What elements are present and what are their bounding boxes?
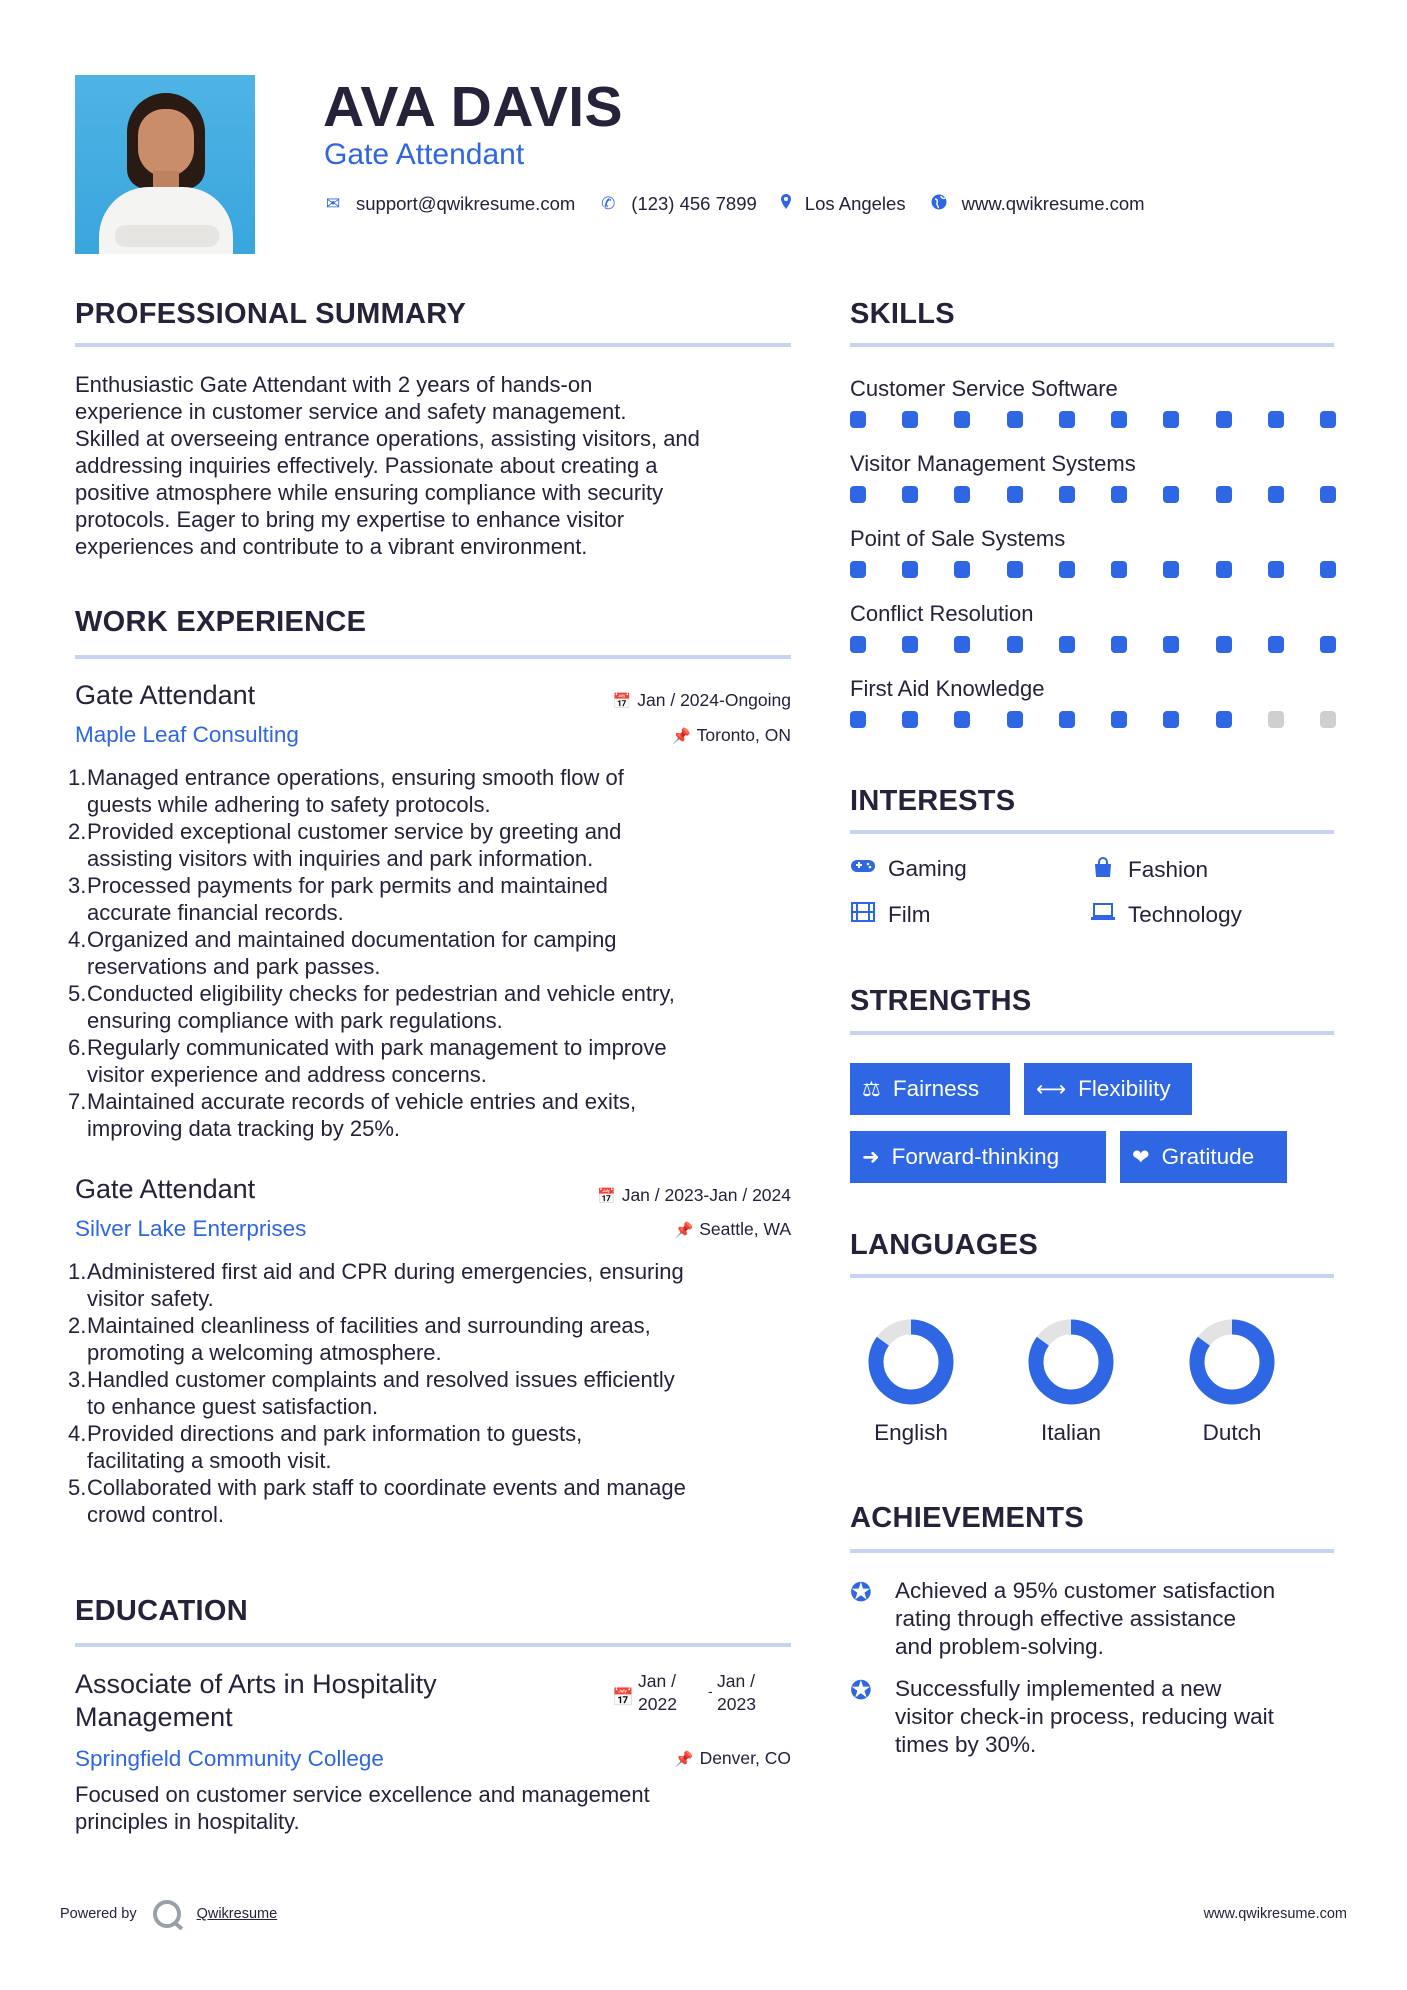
- film-icon: [850, 902, 876, 928]
- powered-by-text: Powered by: [60, 1906, 137, 1922]
- list-item: 5. Conducted eligibility checks for pedestrian and vehicle entry, ensuring compliance with park regulations.: [68, 981, 675, 1033]
- skill-rating: [850, 486, 1336, 504]
- rating-dot: [954, 636, 970, 653]
- summary-heading: PROFESSIONAL SUMMARY: [75, 298, 467, 330]
- strength-flexibility: ⟷ Flexibility: [1024, 1063, 1192, 1115]
- brand-link[interactable]: Qwikresume: [196, 1906, 278, 1922]
- list-item: 2. Provided exceptional customer service by greeting and assisting visitors with inquiries and park information.: [68, 819, 622, 871]
- rating-dot: [1268, 486, 1284, 503]
- rating-dot: [1268, 711, 1284, 728]
- list-item: 4. Provided directions and park information to guests, facilitating a smooth visit.: [68, 1421, 583, 1473]
- rating-dot: [954, 561, 970, 578]
- rating-dot: [1163, 561, 1179, 578]
- skill-rating: [850, 561, 1336, 579]
- contact-website[interactable]: [928, 193, 1145, 215]
- rating-dot: [1320, 561, 1336, 578]
- strength-fairness: ⚖ Fairness: [850, 1063, 1010, 1115]
- rating-dot: [1007, 636, 1023, 653]
- rating-dot: [1163, 411, 1179, 428]
- rating-dot: [1111, 636, 1127, 653]
- calendar-icon: 📅: [612, 1687, 634, 1707]
- contact-phone[interactable]: [597, 193, 757, 215]
- rating-dot: [1007, 711, 1023, 728]
- education-end-date: Jan / 2023: [717, 1671, 756, 1714]
- laptop-icon: [1090, 903, 1116, 927]
- phone-icon: ✆: [601, 194, 616, 213]
- skill-label: Visitor Management Systems: [850, 451, 1136, 476]
- job-company: Silver Lake Enterprises: [75, 1216, 307, 1241]
- language-item: [1172, 1318, 1292, 1446]
- achievement-item: [850, 1675, 1340, 1759]
- rating-dot: [954, 711, 970, 728]
- experience-divider: [75, 655, 791, 659]
- education-location: [675, 1748, 791, 1769]
- rating-dot: [1320, 486, 1336, 503]
- interest-label: Fashion: [1128, 857, 1209, 882]
- achievements-divider: [850, 1549, 1334, 1553]
- rating-dot: [1268, 411, 1284, 428]
- skills-divider: [850, 343, 1334, 347]
- interest-label: Gaming: [888, 856, 967, 881]
- language-item: [1011, 1318, 1131, 1446]
- interests-divider: [850, 830, 1334, 834]
- candidate-role: Gate Attendant: [324, 138, 525, 171]
- rating-dot: [1059, 711, 1075, 728]
- star-icon: ✪: [850, 1675, 872, 1705]
- language-label: Dutch: [1202, 1420, 1262, 1445]
- rating-dot: [1163, 486, 1179, 503]
- contact-bar: [322, 193, 1167, 215]
- education-description: Focused on customer service excellence and management principles in hospitality.: [75, 1782, 650, 1834]
- degree-title: Associate of Arts in Hospitality Management: [75, 1669, 437, 1732]
- job-location: [672, 725, 791, 746]
- rating-dot: [1059, 486, 1075, 503]
- interest-technology: [1090, 902, 1242, 928]
- skill-label: First Aid Knowledge: [850, 676, 1045, 701]
- interest-fashion: [1090, 856, 1208, 884]
- rating-dot: [1111, 711, 1127, 728]
- rating-dot: [1216, 411, 1232, 428]
- arrows-horizontal-icon: ⟷: [1036, 1077, 1067, 1101]
- summary-line: experience in customer service and safety management.: [75, 399, 627, 424]
- skill-rating: [850, 711, 1336, 729]
- list-item: 3. Processed payments for park permits and maintained accurate financial records.: [68, 873, 608, 925]
- education-heading: EDUCATION: [75, 1595, 248, 1627]
- qwikresume-logo: [153, 1900, 181, 1928]
- achievement-item: [850, 1577, 1340, 1661]
- rating-dot: [1007, 411, 1023, 428]
- rating-dot: [902, 636, 918, 653]
- rating-dot: [850, 411, 866, 428]
- language-item: [851, 1318, 971, 1446]
- summary-line: positive atmosphere while ensuring compliance with security: [75, 480, 664, 505]
- skill-label: Conflict Resolution: [850, 601, 1034, 626]
- website-text: www.qwikresume.com: [961, 193, 1145, 214]
- date-separator: -: [708, 1683, 713, 1699]
- rating-dot: [902, 486, 918, 503]
- strengths-heading: STRENGTHS: [850, 985, 1032, 1017]
- skill-rating: [850, 636, 1336, 654]
- map-pin-icon: [779, 194, 793, 214]
- rating-dot: [902, 561, 918, 578]
- list-item: 1. Managed entrance operations, ensuring smooth flow of guests while adhering to safety protocols.: [68, 765, 624, 817]
- summary-line: protocols. Eager to bring my expertise to enhance visitor: [75, 507, 625, 532]
- summary-divider: [75, 343, 791, 347]
- language-donut: [1188, 1318, 1276, 1406]
- languages-divider: [850, 1274, 1334, 1278]
- list-item: 6. Regularly communicated with park management to improve visitor experience and address concerns.: [68, 1035, 667, 1087]
- job-location-text: Toronto, ON: [696, 725, 791, 745]
- list-item: 3. Handled customer complaints and resolved issues efficiently to enhance guest satisfaction.: [68, 1367, 675, 1419]
- pushpin-icon: 📌: [674, 1222, 694, 1239]
- phone-text: (123) 456 7899: [631, 193, 757, 214]
- rating-dot: [850, 561, 866, 578]
- summary-text: [75, 371, 700, 560]
- job-location: [675, 1219, 791, 1240]
- job-date-text: Jan / 2024-Ongoing: [637, 690, 791, 710]
- summary-line: experiences and contribute to a vibrant environment.: [75, 534, 588, 559]
- rating-dot: [1059, 636, 1075, 653]
- contact-email[interactable]: [322, 193, 575, 215]
- calendar-icon: 📅: [597, 1188, 616, 1205]
- rating-dot: [1320, 636, 1336, 653]
- list-item: 4. Organized and maintained documentation for camping reservations and park passes.: [68, 927, 617, 979]
- interest-label: Film: [888, 902, 931, 927]
- star-icon: ✪: [850, 1577, 872, 1607]
- rating-dot: [1059, 411, 1075, 428]
- rating-dot: [954, 411, 970, 428]
- list-item: 1. Administered first aid and CPR during emergencies, ensuring visitor safety.: [68, 1259, 684, 1311]
- rating-dot: [1007, 486, 1023, 503]
- language-donut: [867, 1318, 955, 1406]
- education-divider: [75, 1643, 791, 1647]
- globe-icon: [928, 194, 950, 215]
- interest-gaming: [850, 856, 967, 882]
- rating-dot: [1216, 486, 1232, 503]
- heart-icon: ❤: [1132, 1145, 1150, 1169]
- interests-heading: INTERESTS: [850, 785, 1016, 817]
- list-item: 2. Maintained cleanliness of facilities and surrounding areas, promoting a welcoming atmosphere.: [68, 1313, 651, 1365]
- education-start-date: Jan / 2022: [638, 1671, 677, 1714]
- footer-powered: [60, 1900, 277, 1928]
- rating-dot: [902, 711, 918, 728]
- job-bullets: [68, 1258, 798, 1528]
- gamepad-icon: [850, 858, 876, 880]
- candidate-name: AVA DAVIS: [323, 75, 624, 139]
- list-item: 5. Collaborated with park staff to coordinate events and manage crowd control.: [68, 1475, 686, 1527]
- job-date-text: Jan / 2023-Jan / 2024: [621, 1185, 791, 1205]
- language-label: Italian: [1040, 1420, 1102, 1445]
- rating-dot: [902, 411, 918, 428]
- strength-gratitude: ❤ Gratitude: [1120, 1131, 1287, 1183]
- balance-scale-icon: ⚖: [862, 1077, 881, 1101]
- job-company: Maple Leaf Consulting: [75, 722, 299, 747]
- rating-dot: [954, 486, 970, 503]
- envelope-icon: ✉: [325, 194, 341, 213]
- contact-location: [779, 193, 906, 215]
- location-text: Los Angeles: [804, 193, 906, 214]
- rating-dot: [1111, 411, 1127, 428]
- pushpin-icon: 📌: [671, 728, 691, 745]
- arrow-right-icon: ➜: [862, 1145, 880, 1169]
- job-date: [613, 690, 791, 711]
- rating-dot: [1163, 636, 1179, 653]
- skill-label: Customer Service Software: [850, 376, 1118, 401]
- rating-dot: [1216, 636, 1232, 653]
- summary-line: Enthusiastic Gate Attendant with 2 years of hands-on: [75, 372, 593, 397]
- school-name: Springfield Community College: [75, 1746, 384, 1771]
- rating-dot: [850, 711, 866, 728]
- strengths-divider: [850, 1031, 1334, 1035]
- achievement-text: Achieved a 95% customer satisfaction rating through effective assistance and problem-solving.: [895, 1578, 1276, 1659]
- rating-dot: [1111, 486, 1127, 503]
- job-date: [597, 1185, 791, 1206]
- rating-dot: [1163, 711, 1179, 728]
- calendar-icon: 📅: [612, 693, 632, 710]
- interest-film: [850, 902, 930, 928]
- rating-dot: [850, 636, 866, 653]
- email-text: support@qwikresume.com: [356, 193, 576, 214]
- rating-dot: [1320, 411, 1336, 428]
- shopping-bag-icon: [1090, 856, 1116, 884]
- rating-dot: [850, 486, 866, 503]
- rating-dot: [1216, 561, 1232, 578]
- education-location-text: Denver, CO: [699, 1748, 791, 1768]
- summary-line: Skilled at overseeing entrance operations, assisting visitors, and: [75, 426, 700, 451]
- achievements-heading: ACHIEVEMENTS: [850, 1502, 1085, 1534]
- job-title: Gate Attendant: [75, 1174, 256, 1204]
- rating-dot: [1059, 561, 1075, 578]
- rating-dot: [1320, 711, 1336, 728]
- skills-heading: SKILLS: [850, 298, 955, 330]
- rating-dot: [1007, 561, 1023, 578]
- rating-dot: [1111, 561, 1127, 578]
- language-donut: [1027, 1318, 1115, 1406]
- language-label: English: [874, 1420, 948, 1445]
- strength-forward-thinking: ➜ Forward-thinking: [850, 1131, 1106, 1183]
- job-location-text: Seattle, WA: [699, 1219, 791, 1239]
- job-title: Gate Attendant: [75, 680, 256, 710]
- summary-line: addressing inquiries effectively. Passionate about creating a: [75, 453, 658, 478]
- experience-heading: WORK EXPERIENCE: [75, 606, 367, 638]
- list-item: 7. Maintained accurate records of vehicle entries and exits, improving data tracking by 25%.: [68, 1089, 637, 1141]
- rating-dot: [1268, 561, 1284, 578]
- skill-rating: [850, 411, 1336, 429]
- skill-label: Point of Sale Systems: [850, 526, 1066, 551]
- footer-website[interactable]: www.qwikresume.com: [1203, 1906, 1347, 1922]
- pushpin-icon: 📌: [674, 1751, 694, 1768]
- job-bullets: [68, 764, 798, 1142]
- interest-label: Technology: [1128, 902, 1242, 927]
- achievement-text: Successfully implemented a new visitor check-in process, reducing wait times by 30%.: [895, 1676, 1274, 1757]
- rating-dot: [1268, 636, 1284, 653]
- profile-photo: [75, 75, 255, 254]
- rating-dot: [1216, 711, 1232, 728]
- languages-heading: LANGUAGES: [850, 1229, 1038, 1261]
